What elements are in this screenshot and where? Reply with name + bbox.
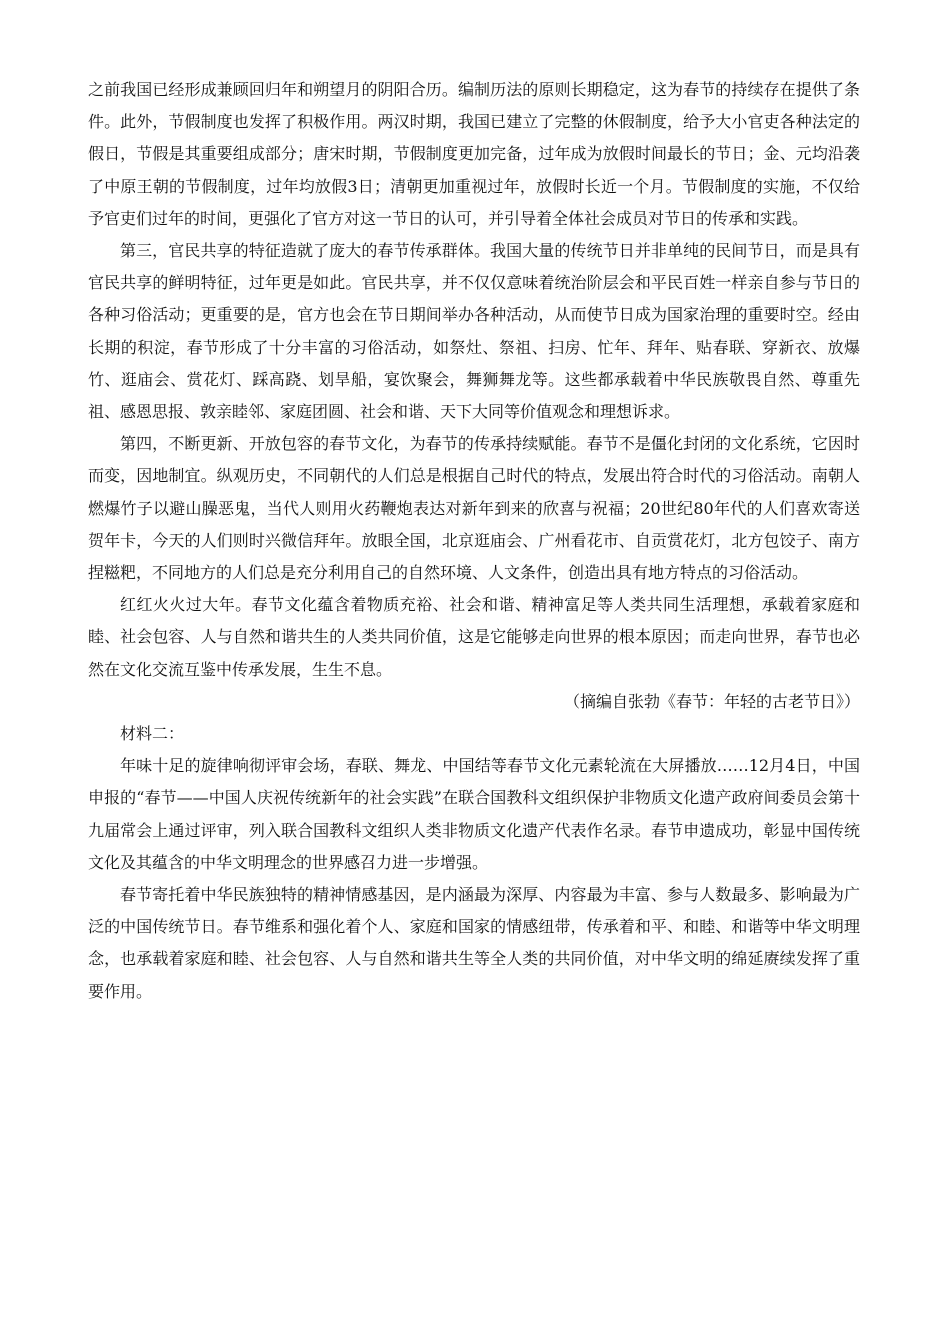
source-citation: （摘编自张勃《春节：年轻的古老节日》） bbox=[563, 691, 860, 711]
material-two-label: 材料二： bbox=[120, 724, 185, 744]
document-body bbox=[88, 74, 860, 1008]
paragraph-conclusion: 红红火火过大年。春节文化蕴含着物质充裕、社会和谐、精神富足等人类共同生活理想，承载着家庭和睦、社会包容、人与自然和谐共生的人类共同价值，这是它能够走向世界的根本原因；而走向世界，春节也必然在文化交流互鉴中传承发展，生生不息。 bbox=[88, 595, 860, 679]
paragraph-calendar-and-holidays: 之前我国已经形成兼顾回归年和朔望月的阴阳合历。编制历法的原则长期稳定，这为春节的持续存在提供了条件。此外，节假制度也发挥了积极作用。两汉时期，我国已建立了完整的休假制度，给予大小官吏各种法定的假日，节假是其重要组成部分；唐宋时期，节假制度更加完备，过年成为放假时间最长的节日；金、元均沿袭了中原王朝的节假制度，过年均放假3日；清朝更加重视过年，放假时长近一个月。节假制度的实施，不仅给予官吏们过年的时间，更强化了官方对这一节日的认可，并引导着全体社会成员对节日的传承和实践。 bbox=[88, 80, 860, 228]
paragraph-point-three: 第三，官民共享的特征造就了庞大的春节传承群体。我国大量的传统节日并非单纯的民间节日，而是具有官民共享的鲜明特征，过年更是如此。官民共享，并不仅仅意味着统治阶层会和平民百姓一样亲自参与节日的各种习俗活动；更重要的是，官方也会在节日期间举办各种活动，从而使节日成为国家治理的重要时空。经由长期的积淀，春节形成了十分丰富的习俗活动，如祭灶、祭祖、扫房、忙年、拜年、贴春联、穿新衣、放爆竹、逛庙会、赏花灯、踩高跷、划旱船，宴饮聚会，舞狮舞龙等。这些都承载着中华民族敬畏自然、尊重先祖、感恩思报、敦亲睦邻、家庭团圆、社会和谐、天下大同等价值观念和理想诉求。 bbox=[88, 241, 860, 422]
paragraph-point-four: 第四，不断更新、开放包容的春节文化，为春节的传承持续赋能。春节不是僵化封闭的文化系统，它因时而变，因地制宜。纵观历史，不同朝代的人们总是根据自己时代的特点，发展出符合时代的习俗活动。南朝人燃爆竹子以避山臊恶鬼，当代人则用火药鞭炮表达对新年到来的欣喜与祝福；20世纪80年代的人们喜欢寄送贺年卡，今天的人们则时兴微信拜年。放眼全国，北京逛庙会、广州看花市、自贡赏花灯，北方包饺子、南方捏糍粑，不同地方的人们总是充分利用自己的自然环境、人文条件，创造出具有地方特点的习俗活动。 bbox=[88, 434, 860, 583]
paragraph-heritage-listing: 年味十足的旋律响彻评审会场，春联、舞龙、中国结等春节文化元素轮流在大屏播放……12月4日，中国申报的“春节——中国人庆祝传统新年的社会实践”在联合国教科文组织保护非物质文化遗产政府间委员会第十九届常会上通过评审，列入联合国教科文组织人类非物质文化遗产代表作名录。春节申遗成功，彰显中国传统文化及其蕴含的中华文明理念的世界感召力进一步增强。 bbox=[88, 756, 860, 872]
paragraph-spring-festival-values: 春节寄托着中华民族独特的精神情感基因，是内涵最为深厚、内容最为丰富、参与人数最多、影响最为广泛的中国传统节日。春节维系和强化着个人、家庭和国家的情感纽带，传承着和平、和睦、和谐等中华文明理念，也承载着家庭和睦、社会包容、人与自然和谐共生等全人类的共同价值，对中华文明的绵延赓续发挥了重要作用。 bbox=[88, 885, 860, 1001]
